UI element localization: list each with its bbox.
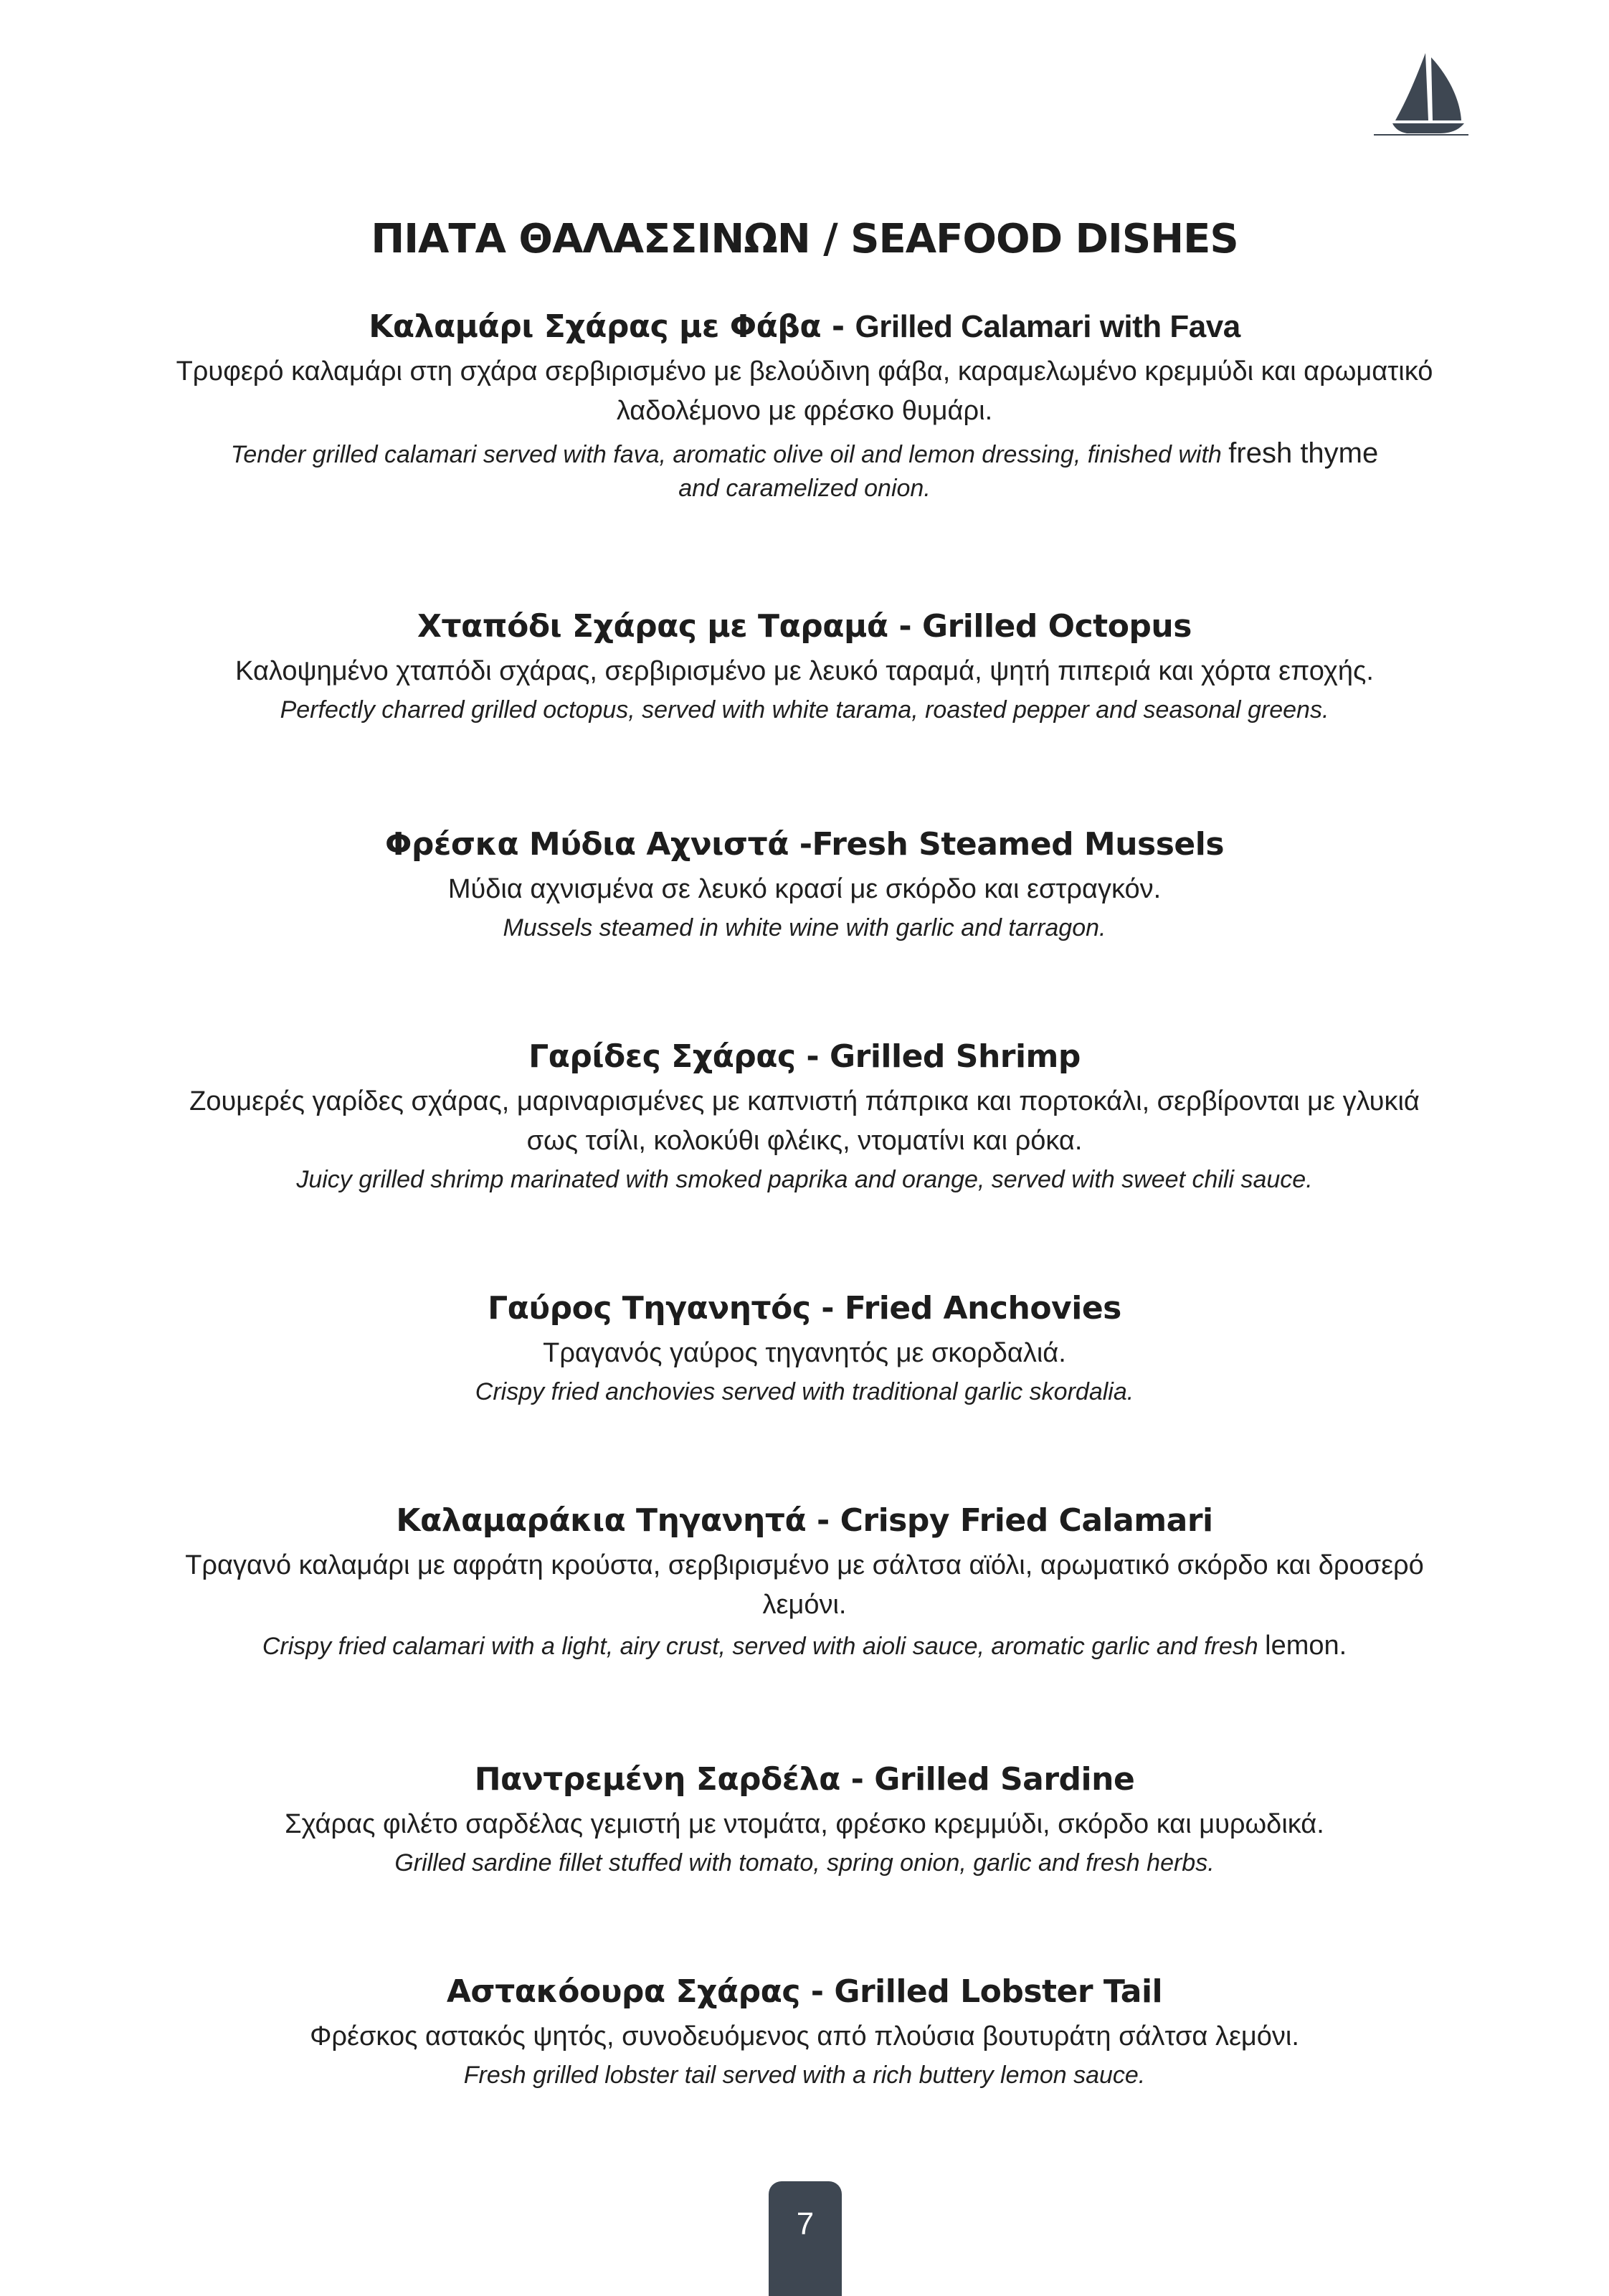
dish-item: [172, 825, 1437, 945]
dish-description-en-after: and caramelized onion.: [678, 475, 931, 503]
dish-description-en-text: Crispy fried calamari with a light, airy crust, served with aioli sauce, aromatic garlic and fresh: [262, 1633, 1258, 1661]
dish-name-gr: Φρέσκα Μύδια Αχνιστά -: [384, 826, 812, 863]
dish-name: [172, 1289, 1437, 1328]
page-number: 7: [769, 2181, 842, 2296]
dish-name: [172, 1037, 1437, 1076]
dish-name: [172, 1501, 1437, 1540]
dish-name-en: Crispy Fried Calamari: [840, 1502, 1213, 1539]
dish-description-en: Mussels steamed in white wine with garlic and tarragon.: [503, 914, 1106, 942]
dish-name-en: Grilled Lobster Tail: [834, 1973, 1163, 2010]
dish-item: [172, 1289, 1437, 1409]
dish-name: [172, 607, 1437, 646]
dish-name-en: Fried Anchovies: [844, 1290, 1121, 1327]
dish-description-gr: Τρυφερό καλαμάρι στη σχάρα σερβιρισμένο με βελούδινη φάβα, καραμελωμένο κρεμμύδι και αρωματικό λαδολέμονο με φρέσκο θυμάρι.: [176, 356, 1433, 427]
dish-item: [172, 307, 1437, 506]
dish-name-en: Grilled Octopus: [921, 608, 1192, 645]
dish-name-en: Grilled Calamari with Fava: [855, 309, 1240, 344]
dish-description-en: [172, 1628, 1437, 1664]
dish-item: [172, 1760, 1437, 1880]
dish-description-en: Perfectly charred grilled octopus, served with white tarama, roasted pepper and seasonal greens.: [280, 696, 1329, 724]
dish-description-gr: Καλοψημένο χταπόδι σχάρας, σερβιρισμένο με λευκό ταραμά, ψητή πιπεριά και χόρτα εποχής.: [235, 656, 1374, 686]
dish-name: [172, 1972, 1437, 2011]
dish-item: [172, 1037, 1437, 1197]
dish-name-en: Grilled Sardine: [874, 1761, 1135, 1798]
dish-description-en: [172, 434, 1437, 506]
dish-name: [172, 307, 1437, 346]
page-title: ΠΙΑΤΑ ΘΑΛΑΣΣΙΝΩΝ / SEAFOOD DISHES: [371, 216, 1238, 262]
dish-description-en-tail: lemon.: [1265, 1631, 1347, 1661]
dish-name-gr: Καλαμαράκια Τηγανητά -: [396, 1502, 830, 1539]
dish-description-gr: Τραγανό καλαμάρι με αφράτη κρούστα, σερβιρισμένο με σάλτσα αϊόλι, αρωματικό σκόρδο και δροσερό λεμόνι.: [185, 1550, 1424, 1621]
dish-description-gr: Μύδια αχνισμένα σε λευκό κρασί με σκόρδο και εστραγκόν.: [447, 874, 1162, 904]
dish-name-gr: Παντρεμένη Σαρδέλα -: [474, 1761, 864, 1798]
dish-item: [172, 607, 1437, 727]
dish-name-en: Fresh Steamed Mussels: [812, 826, 1225, 863]
dish-name-gr: Καλαμάρι Σχάρας με Φάβα -: [369, 308, 845, 345]
sailboat-logo-icon: [1371, 52, 1471, 138]
dish-description-en-tail: fresh thyme: [1228, 437, 1379, 470]
dish-name-gr: Γαύρος Τηγανητός -: [488, 1290, 835, 1327]
dish-item: [172, 1972, 1437, 2092]
dish-description-gr: Τραγανός γαύρος τηγανητός με σκορδαλιά.: [543, 1338, 1066, 1368]
dish-name-gr: Χταπόδι Σχάρας με Ταραμά -: [417, 608, 912, 645]
dish-name-en: Grilled Shrimp: [830, 1038, 1081, 1075]
dish-description-en-text: Tender grilled calamari served with fava, aromatic olive oil and lemon dressing, finished with: [230, 441, 1222, 469]
dish-description-gr: Σχάρας φιλέτο σαρδέλας γεμιστή με ντομάτα, φρέσκο κρεμμύδι, σκόρδο και μυρωδικά.: [285, 1809, 1324, 1839]
dish-item: [172, 1501, 1437, 1664]
dish-description-en: Crispy fried anchovies served with traditional garlic skordalia.: [475, 1378, 1134, 1406]
dish-name-gr: Γαρίδες Σχάρας -: [528, 1038, 820, 1075]
dish-description-gr: Φρέσκος αστακός ψητός, συνοδευόμενος από πλούσια βουτυράτη σάλτσα λεμόνι.: [310, 2021, 1299, 2051]
dish-name-gr: Αστακόουρα Σχάρας -: [446, 1973, 824, 2010]
dish-name: [172, 825, 1437, 864]
dish-description-en: Fresh grilled lobster tail served with a rich buttery lemon sauce.: [463, 2062, 1146, 2089]
dish-description-en: Grilled sardine fillet stuffed with tomato, spring onion, garlic and fresh herbs.: [394, 1849, 1215, 1877]
dish-description-en: Juicy grilled shrimp marinated with smoked paprika and orange, served with sweet chili sauce.: [296, 1166, 1313, 1194]
dish-description-gr: Ζουμερές γαρίδες σχάρας, μαριναρισμένες με καπνιστή πάπρικα και πορτοκάλι, σερβίρονται με γλυκιά σως τσίλι, κολοκύθι φλέικς, ντοματίνι και ρόκα.: [189, 1086, 1420, 1157]
dish-name: [172, 1760, 1437, 1799]
